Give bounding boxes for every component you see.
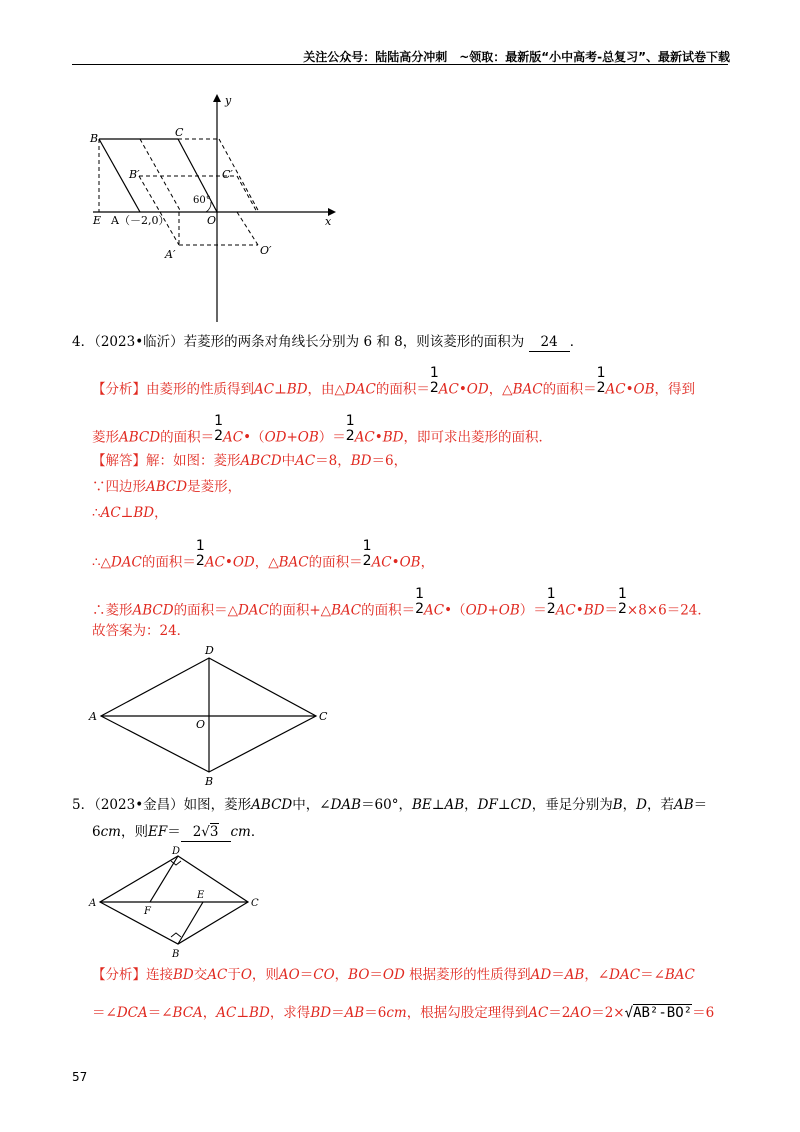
label-a: A (89, 898, 97, 909)
header-rule (72, 64, 728, 65)
label-a: A (89, 710, 97, 723)
right-angle-b (171, 933, 181, 937)
q4-area-rhombus-line: ∴菱形ABCD的面积＝△DAC的面积+△BAC的面积＝ 1 2 AC•（OD+OB）＝ 1 2 AC•BD＝ 1 2 ×8×6＝24． (92, 586, 711, 619)
q4-analysis-line2: 菱形ABCD的面积＝ 1 2 AC•（OD+OB）＝ 1 2 AC•BD，即可求出菱形的面积． (92, 413, 552, 446)
label-b: B (205, 775, 214, 788)
label-o: O (207, 214, 217, 227)
q5-analysis-line2: ＝∠DCA＝∠BCA，AC⊥BD，求得BD＝AB＝6cm，根据勾股定理得到AC＝2AO＝2×√AB²-BO²＝6 (92, 1005, 715, 1021)
q4-solution-line1: 【解答】解：如图：菱形ABCD中AC＝8，BD＝6， (92, 453, 408, 469)
coordinate-figure (85, 92, 345, 327)
q5-answer: 2√3 (181, 823, 231, 842)
dashed-parallelograms (99, 139, 259, 245)
label-a-prime: A′ (165, 248, 176, 261)
label-angle: 60° (193, 195, 211, 206)
label-b: B (90, 132, 99, 145)
label-a: A（－2,0） (111, 214, 170, 227)
q4-final-answer: 故答案为：24． (92, 623, 191, 639)
q4-stem: 4．（2023•临沂）若菱形的两条对角线长分别为 6 和 8，则该菱形的面积为 24 ． (72, 334, 584, 350)
y-axis-arrow (213, 94, 221, 102)
page-number: 57 (72, 1070, 88, 1084)
rhombus-figure-q4 (88, 642, 338, 790)
label-c-prime: C′ (222, 168, 233, 181)
q5-stem-line2: 6cm，则EF＝ 2√3 cm． (92, 824, 265, 840)
label-c: C (251, 898, 259, 909)
q4-therefore-line: ∴AC⊥BD， (92, 505, 168, 521)
q4-area-triangles-line: ∴△DAC的面积＝ 1 2 AC•OD，△BAC的面积＝ 1 2 AC•OB， (92, 538, 435, 571)
q4-because-line: ∵四边形ABCD是菱形， (92, 479, 242, 495)
q5-stem-line1: 5．（2023•金昌）如图，菱形ABCD中，∠DAB＝60°，BE⊥AB，DF⊥CD，垂足分别为B，D，若AB＝ (72, 797, 708, 813)
label-b-prime: B′ (129, 168, 140, 181)
rhombus-outline (100, 856, 248, 944)
label-c: C (175, 126, 184, 139)
label-e: E (93, 214, 102, 227)
label-o-prime: O′ (260, 244, 272, 257)
rhombus-figure-q5 (88, 844, 278, 962)
label-y: y (225, 94, 232, 107)
label-f: F (144, 906, 151, 917)
label-o: O (196, 718, 206, 731)
q5-analysis-line1: 【分析】连接BD交AC于O，则AO＝CO，BO＝OD 根据菱形的性质得到AD＝AB，∠DAC＝∠BAC (92, 967, 695, 983)
label-d: D (205, 644, 214, 657)
q4-analysis-line1: 【分析】由菱形的性质得到AC⊥BD，由△DAC的面积＝ 1 2 AC•OD，△BAC的面积＝ 1 2 AC•OB，得到 (92, 365, 696, 398)
label-c: C (319, 710, 328, 723)
label-x: x (325, 215, 332, 228)
segment-be (178, 902, 203, 944)
label-e: E (197, 890, 205, 901)
label-d: D (172, 846, 181, 857)
page-header: 关注公众号：陆陆高分冲刺 ~领取：最新版“小中高考-总复习”、最新试卷下载 (303, 50, 730, 64)
q4-answer: 24 (529, 333, 570, 352)
label-b: B (172, 949, 180, 960)
